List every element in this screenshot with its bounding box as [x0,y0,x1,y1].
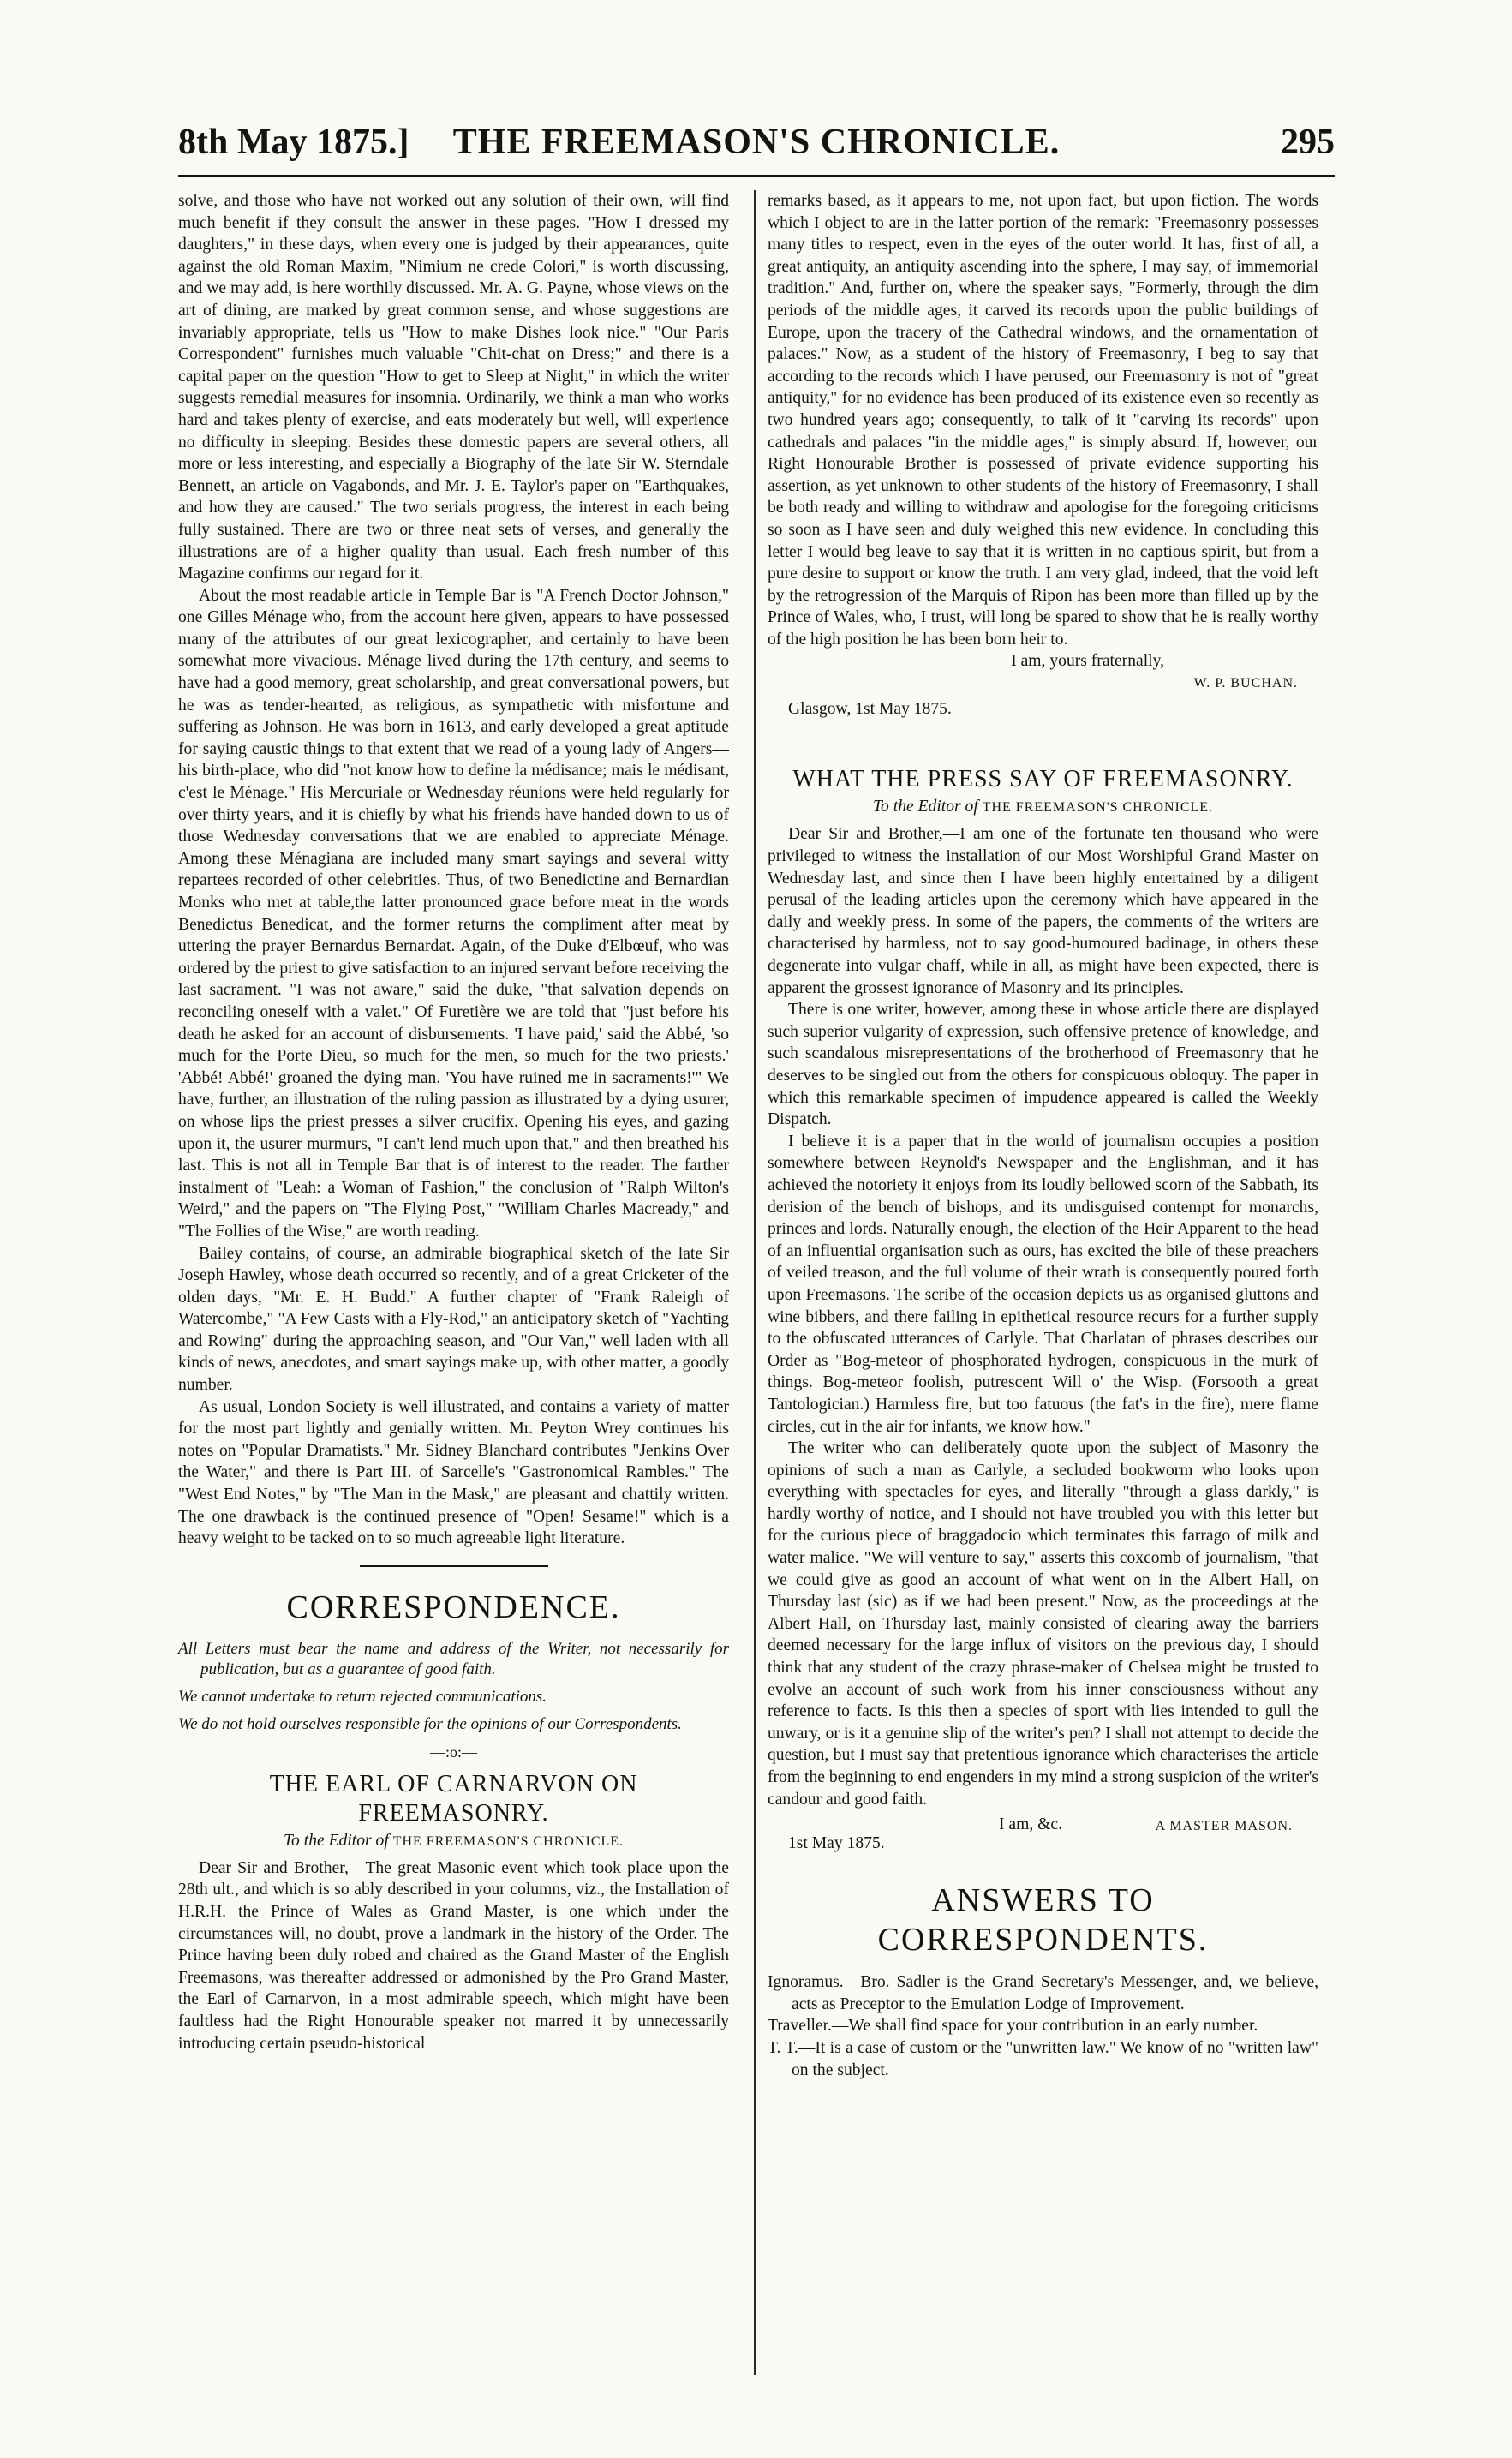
column-divider [754,190,756,2375]
review-paragraph: Bailey contains, of course, an admirable biographical sketch of the late Sir Joseph Hawley, whose death occurred so recently, and of a great Cricketer of the olden days, "Mr. E. H. Budd." A further chapter of "Frank Raleigh of Watercombe," "A Few Casts with a Fly-Rod," an anticipatory sketch of "Yachting and Rowing" during the approaching season, and "Our Van," well laden with all kinds of news, anecdotes, and smart sayings make up, with other matter, a goodly number. [178,1244,729,1395]
letter-date: 1st May 1875. [788,1834,885,1853]
carnarvon-heading: THE EARL OF CARNARVON ON FREEMASONRY. [269,1770,638,1827]
review-paragraph: As usual, London Society is well illustrated, and contains a variety of matter for the most part lightly and genially written. Mr. Peyton Wrey continues his notes on "Popular Dramatists." Mr. Sidney Blanchard contributes "Jenkins Over the Water," and there is Part III. of Sarcelle's "Gastronomical Rambles." The "West End Notes," by "The Man in the Mask," are pleasant and chattily written. The one drawback is the continued presence of "Open! Sesame!" which is a heavy weight to be tacked on to so much agreeable light literature. [178,1397,729,1548]
answer-item: Ignoramus.—Bro. Sadler is the Grand Secretary's Messenger, and, we believe, acts as Preceptor to the Emulation Lodge of Improvement. [768,1973,1318,2013]
closing-line: I am, &c. [999,1815,1062,1834]
issue-date: 8th May 1875.] [178,123,409,162]
correspondence-notice: We do not hold ourselves responsible for the opinions of our Correspondents. [178,1714,682,1733]
masthead-title: THE FREEMASON'S CHRONICLE. [452,123,1061,162]
press-letter-paragraph: The writer who can deliberately quote upon the subject of Masonry the opinions of such a man as Carlyle, a secluded bookworm who looks upon everything with spectacles for eyes, and literally "through a glass darkly," is hardly worthy of notice, and I should not have troubled you with this letter but for the curious piece of braggadocio which terminates this farrago of milk and water malice. "We will venture to say," asserts this coxcomb of journalism, "that we could give as good an account of what went on in the Albert Hall, on Thursday last (sic) as if we had been present." Now, as the proceedings at the Albert Hall, on Thursday last, mainly consisted of clearing away the barriers deemed necessary for the large influx of visitors on the previous day, I should think that any student of the crazy phrase-maker of Chelsea might be trusted to evolve an account of such work from his inner consciousness without any reference to facts. Is this then a species of sport with lies intended to gull the unwary, or is it a genuine slip of the writer's pen? I shall not attempt to decide the question, but I must say that pretentious ignorance which characterises the article from the beginning to end engenders in my mind a strong suspicion of the writer's candour and good faith. [768,1439,1318,1809]
correspondence-heading: CORRESPONDENCE. [286,1588,621,1625]
signature: W. P. BUCHAN. [1193,676,1298,691]
to-editor-line [178,1832,729,1851]
running-head [178,118,1335,170]
to-editor-line [768,798,1318,816]
paper-name: THE FREEMASON'S CHRONICLE. [982,800,1214,816]
right-column [768,190,1318,2081]
press-letter-paragraph: There is one writer, however, among these in whose article there are displayed such superior vulgarity of expression, such offensive pretence of knowledge, and such scandalous misrepresentations of the brotherhood of Freemasonry that he deserves to be singled out from the others for conspicuous obloquy. The paper in which this remarkable specimen of impudence appeared is called the Weekly Dispatch. [768,1001,1318,1129]
correspondence-notice: All Letters must bear the name and address of the Writer, not necessarily for publication, but as a guarantee of good faith. [178,1639,729,1678]
left-column [178,190,729,2054]
review-paragraph: About the most readable article in Temple Bar is "A French Doctor Johnson," one Gilles Ménage who, from the account here given, appears to have possessed many of the attributes of our great lexicographer, and certainly to have been somewhat more vivacious. Ménage lived during the 17th century, and seems to have had a good memory, great scholarship, and great conversational powers, but he was as tender-hearted, as religious, as sympathetic with misfortune and suffering as Johnson. He was born in 1613, and early developed a great aptitude for saying caustic things to that extent that we read of a young lady of Angers—his birth-place, who did "not know how to define la médisance; mais le médisant, c'est le Ménage." His Mercuriale or Wednesday réunions were held regularly for over thirty years, and it is chiefly by what his friends have handed down to us of those Wednesday conversations that we are enabled to appreciate Ménage. Among these Ménagiana are included many smart sayings and several witty repartees recorded of other celebrities. Thus, of two Benedictine and Bernardian Monks who met at table,the latter pronounced grace before meat in the words Benedictus Benedicat, and the former returns the compliment after meat by uttering the prayer Bernardus Bernardat. Again, of the Duke d'Elbœuf, who was ordered by the priest to give satisfaction to an injured servant before receiving the last sacrament. "I was not aware," said the duke, "that salvation depends on reconciling oneself with a valet." Of Furetière we are told that "just before his death he asked for an account of disbursements. 'I have paid,' said the Abbé, 'so much for the Porte Dieu, so much for the men, so much for the two priests.' 'Abbé! Abbé!' groaned the dying man. 'You have ruined me in sacraments!'" We have, further, an illustration of the ruling passion as illustrated by a dying usurer, on whose lips the priest presses a silver crucifix. Opening his eyes, and gazing upon it, the usurer murmurs, "I can't lend much upon that," and then breathed his last. This is not all in Temple Bar that is of interest to the reader. The farther instalment of "Leah: a Woman of Fashion," the conclusion of "Ralph Wilton's Weird," and the papers on "The Flying Post," "William Charles Macready," and "The Follies of the Wise," are worth reading. [178,586,729,1241]
answer-item: T. T.—It is a case of custom or the "unwritten law." We know of no "written law" on the subject. [768,2038,1318,2079]
press-letter-paragraph: Dear Sir and Brother,—I am one of the fortunate ten thousand who were privileged to witness the installation of our Most Worshipful Grand Master on Wednesday last, and since then I have been highly entertained by a diligent perusal of the leading articles upon the ceremony which have appeared in the daily and weekly press. In some of the papers, the comments of the writers are characterised by harmless, not to say good-humoured badinage, in others these degenerate into vulgar chaff, while in all, as might have been expected, there is apparent the grossest ignorance of Masonry and its principles. [768,825,1318,997]
separator-ornament: —:o:— [429,1743,477,1761]
correspondence-notice: We cannot undertake to return rejected communications. [178,1687,547,1706]
press-letter-paragraph: I believe it is a paper that in the world of journalism occupies a position somewhere between Reynold's Newspaper and the Englishman, and it has achieved the notoriety it enjoys from its loudly bellowed scorn of the Sabbath, its derision of the bench of bishops, and its undisguised contempt for monarchs, princes and lords. Naturally enough, the election of the Heir Apparent to the head of an influential organisation such as ours, has excited the bile of these preachers of veiled treason, and the full volume of their wrath is consequently poured forth upon Freemasons. The scribe of the occasion depicts us as organised gluttons and wine bibbers, and there failing in epithetical resource recurs for a further supply to the obfuscated utterances of Carlyle. That Charlatan of phrases describes our Order as "Bog-meteor of phosphorated hydrogen, conspicuous in the murk of things. Bog-meteor foolish, putrescent Will o' the Wisp. (Forsooth a great Tantologician.) Harmless fire, but too fatuous (the fat's in the fire), mere flame circles, cut in the air for infants, we know how." [768,1132,1318,1436]
carnarvon-letter-body: Dear Sir and Brother,—The great Masonic event which took place upon the 28th ult., and which is so ably described in your columns, viz., the Installation of H.R.H. the Prince of Wales as Grand Master, is one which under the circumstances will, no doubt, prove a landmark in the history of the Order. The Prince having been duly robed and chaired as the Grand Master of the English Freemasons, was thereafter addressed or admonished by the Pro Grand Master, the Earl of Carnarvon, in a most admirable speech, which might have been faultless had the Right Honourable speaker not marred it by unnecessarily introducing certain pseudo-historical [178,1858,729,2053]
paper-name: THE FREEMASON'S CHRONICLE. [392,1833,625,1849]
review-paragraph: solve, and those who have not worked out any solution of their own, will find much benefit if they consult the answer in these pages. "How I dressed my daughters," in these days, when every one is judged by their appearances, quite against the old Roman Maxim, "Nimium ne crede Colori," is worth discussing, and we may add, is here worthily discussed. Mr. A. G. Payne, whose views on the art of dining, are marked by great common sense, and whose suggestions are invariably appropriate, tells us "How to make Dishes look nice." "Our Paris Correspondent" furnishes much valuable "Chit-chat on Dress;" and there is a capital paper on the question "How to get to Sleep at Night," in which the writer suggests remedial measures for insomnia. Ordinarily, we think a man who works hard and takes plenty of exercise, and eats moderately but well, will experience no difficulty in sleeping. Besides these domestic papers are several others, all more or less interesting, and especially a Biography of the late Sir W. Sterndale Bennett, an article on Vagabonds, and Mr. J. E. Taylor's paper on "Earthquakes, and how they are caused." The two serials progress, the interest in each being fully sustained. There are two or three neat sets of verses, and generally the illustrations are of a higher quality than usual. Each fresh number of this Magazine confirms our regard for it. [178,192,729,583]
carnarvon-signoff [768,650,1318,721]
to-editor-text: To the Editor of [872,798,978,816]
closing-line: I am, yours fraternally, [1011,652,1164,671]
answers-heading: ANSWERS TO CORRESPONDENTS. [877,1882,1209,1959]
place-date: Glasgow, 1st May 1875. [788,700,952,719]
to-editor-text: To the Editor of [283,1831,389,1850]
press-signoff [768,1810,1318,1857]
carnarvon-letter-continued: remarks based, as it appears to me, not upon fact, but upon fiction. The words which I object to are in the latter portion of the remark: "Freemasonry possesses many titles to respect, even in the eyes of the outer world. It has, first of all, a great antiquity, an antiquity ascending into the sphere, I may say, of immemorial tradition." And, further on, where the speaker says, "Formerly, through the dim periods of the middle ages, it carved its records upon the public buildings of Europe, upon the tracery of the Cathedral windows, and the ornamentation of palaces." Now, as a student of the history of Freemasonry, I beg to say that according to the records which I have perused, our Freemasonry is not of "great antiquity," for no evidence has been produced of its existence even so recently as two hundred years ago; consequently, to talk of it "carving its records" upon cathedrals and palaces "in the middle ages," is simply absurd. If, however, our Right Honourable Brother is possessed of private evidence supporting his assertion, as yet unknown to other students of the history of Freemasonry, I shall be both ready and willing to withdraw and apologise for the foregoing criticisms so soon as I have seen and duly weighed this new evidence. In concluding this letter I would beg leave to say that it is written in no captious spirit, but from a pure desire to support or know the truth. I am very glad, indeed, that the void left by the retrogression of the Marquis of Ripon has been more than filled up by the Prince of Wales, who, I trust, will long be spared to show that he is really worthy of the high position he has been born heir to. [768,192,1318,649]
press-heading: WHAT THE PRESS SAY OF FREEMASONRY. [792,766,1294,793]
section-rule [360,1565,548,1567]
signature: A MASTER MASON. [1155,1819,1293,1834]
page-number: 295 [1281,123,1335,162]
header-rule [178,175,1335,177]
answer-item: Traveller.—We shall find space for your contribution in an early number. [768,2017,1258,2036]
